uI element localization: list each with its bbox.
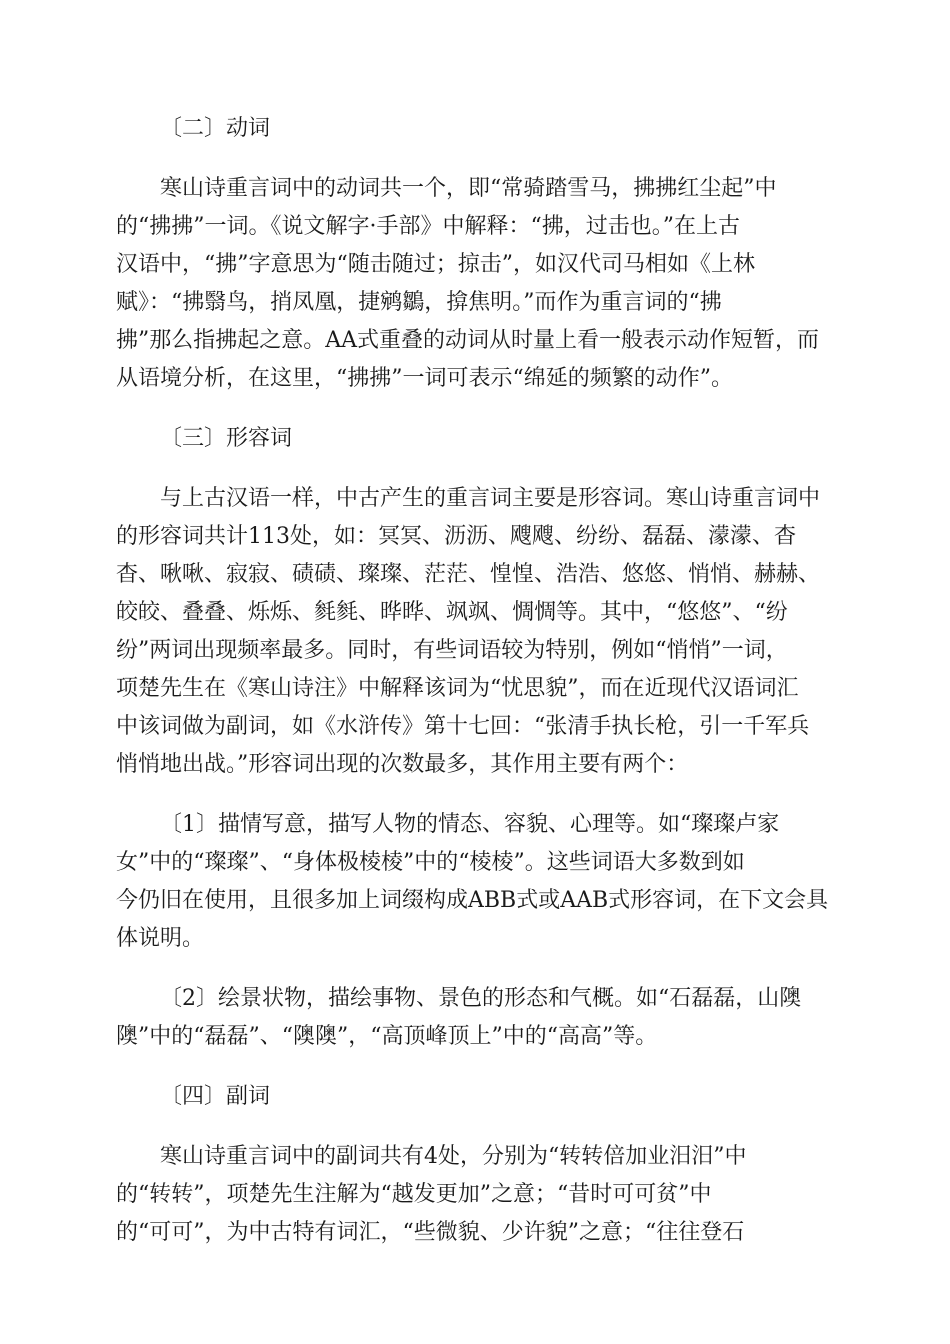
paragraph-line: 悄悄地出战。”形容词出现的次数最多，其作用主要有两个： — [116, 752, 689, 777]
paragraph — [116, 980, 836, 1056]
paragraph — [116, 480, 836, 784]
paragraph-line: 纷”两词出现频率最多。同时，有些词语较为特别，例如“悄悄”一词， — [116, 638, 788, 663]
paragraph-line: 与上古汉语一样，中古产生的重言词主要是形容词。寒山诗重言词中 — [160, 486, 821, 511]
paragraph-line: 〔1〕描情写意，描写人物的情态、容貌、心理等。如“璨璨卢家 — [160, 812, 780, 837]
paragraph-line: 杳、啾啾、寂寂、碛碛、璨璨、茫茫、惶惶、浩浩、悠悠、悄悄、赫赫、 — [116, 562, 821, 587]
paragraph-line: 皎皎、叠叠、烁烁、毵毵、晔晔、飒飒、惆惆等。其中，“悠悠”、“纷 — [116, 600, 788, 625]
document-page — [116, 110, 836, 1274]
paragraph-line: 〔2〕绘景状物，描绘事物、景色的形态和气概。如“石磊磊，山隩 — [160, 986, 802, 1011]
paragraph — [116, 1138, 836, 1252]
paragraph-line: 隩”中的“磊磊”、“隩隩”，“高顶峰顶上”中的“高高”等。 — [116, 1024, 658, 1049]
paragraph — [116, 806, 836, 958]
paragraph-line: 女”中的“璨璨”、“身体极棱棱”中的“棱棱”。这些词语大多数到如 — [116, 850, 745, 875]
paragraph-line: 寒山诗重言词中的副词共有4处，分别为“转转倍加业汨汨”中 — [160, 1144, 747, 1169]
paragraph-line: 中该词做为副词，如《水浒传》第十七回：“张清手执长枪，引一千军兵 — [116, 714, 810, 739]
paragraph-line: 体说明。 — [116, 926, 205, 951]
section-heading: 〔三〕形容词 — [160, 426, 293, 451]
paragraph-line: 的“转转”，项楚先生注解为“越发更加”之意；“昔时可可贫”中 — [116, 1182, 712, 1207]
paragraph — [116, 170, 836, 398]
paragraph-line: 项楚先生在《寒山诗注》中解释该词为“忧思貌”，而在近现代汉语词汇 — [116, 676, 799, 701]
paragraph-line: 今仍旧在使用，且很多加上词缀构成ABB式或AAB式形容词，在下文会具 — [116, 888, 829, 913]
paragraph-line: 从语境分析，在这里，“拂拂”一词可表示“绵延的频繁的动作”。 — [116, 366, 733, 391]
paragraph-line: 赋》：“拂翳鸟，捎凤凰，捷鹓鶵，揜焦明。”而作为重言词的“拂 — [116, 290, 722, 315]
paragraph-line: 汉语中，“拂”字意思为“随击随过；掠击”，如汉代司马相如《上林 — [116, 252, 755, 277]
section-heading: 〔二〕动词 — [160, 116, 271, 141]
paragraph-line: 的形容词共计113处，如：冥冥、沥沥、飕飕、纷纷、磊磊、濛濛、杳 — [116, 524, 796, 549]
paragraph-line: 拂”那么指拂起之意。AA式重叠的动词从时量上看一般表示动作短暂，而 — [116, 328, 820, 353]
section-heading: 〔四〕副词 — [160, 1084, 271, 1109]
paragraph-line: 的“拂拂”一词。《说文解字·手部》中解释：“拂，过击也。”在上古 — [116, 214, 740, 239]
paragraph-line: 的“可可”，为中古特有词汇，“些微貌、少许貌”之意；“往往登石 — [116, 1220, 745, 1245]
paragraph-line: 寒山诗重言词中的动词共一个，即“常骑踏雪马，拂拂红尘起”中 — [160, 176, 777, 201]
